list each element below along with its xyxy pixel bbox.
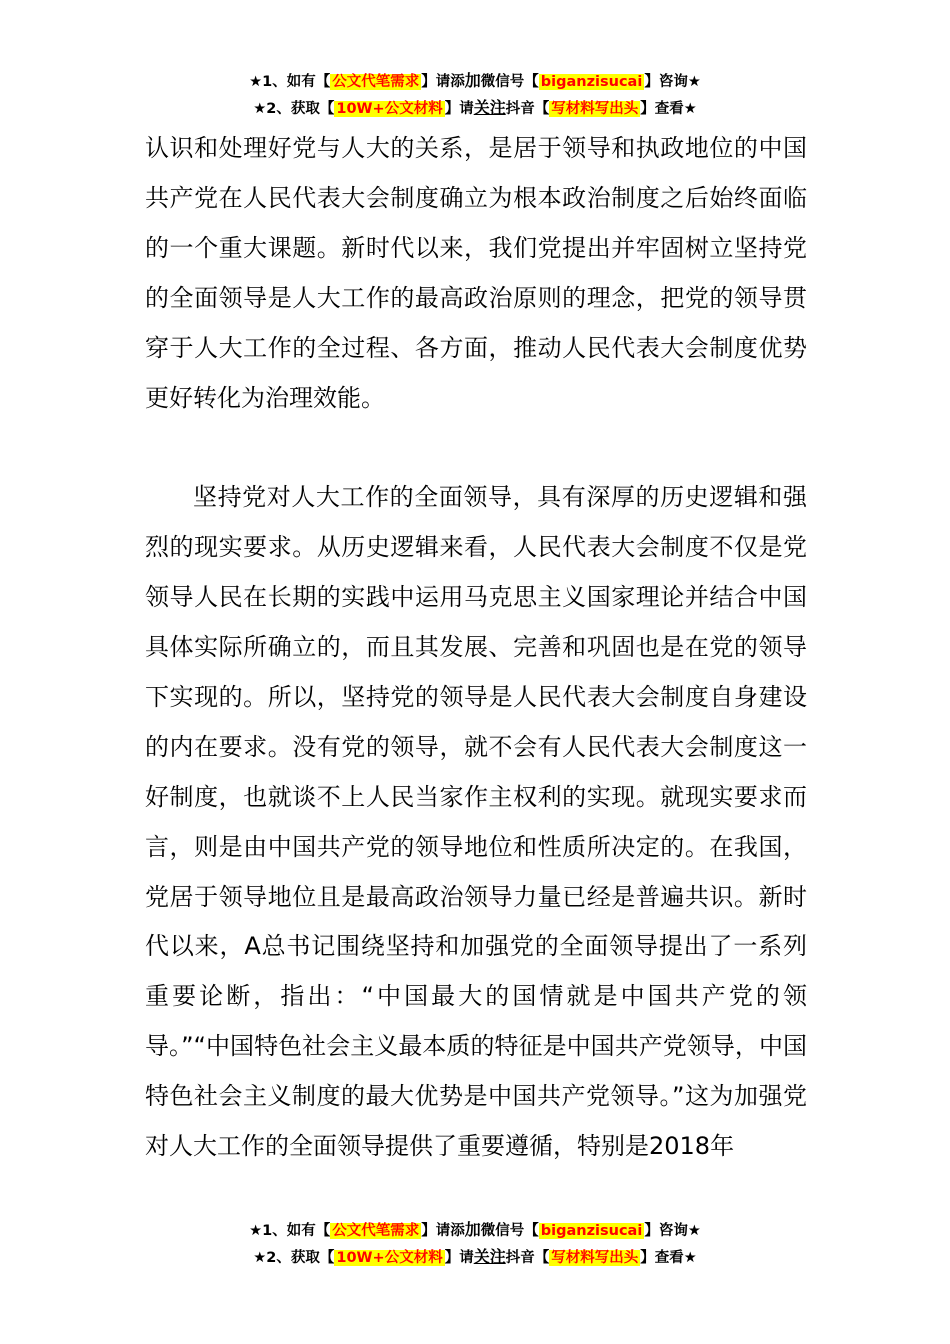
highlight-materials: 10W+公文材料 bbox=[336, 101, 443, 117]
highlight-wechat-id: biganzisucai bbox=[540, 74, 643, 90]
banner-line-1: ★1、如有【 公文代笔需求 】请添加微信号【 biganzisucai 】咨询★ bbox=[249, 1220, 701, 1239]
highlight-service: 公文代笔需求 bbox=[332, 74, 420, 90]
star-icon: ★ bbox=[683, 101, 697, 117]
highlight-douyin-account: 写材料写出头 bbox=[551, 101, 639, 117]
banner-line-1: ★1、如有【 公文代笔需求 】请添加微信号【 biganzisucai 】咨询★ bbox=[249, 71, 701, 90]
highlight-service: 公文代笔需求 bbox=[332, 1223, 420, 1239]
star-icon: ★ bbox=[687, 74, 701, 90]
header-banner bbox=[0, 68, 950, 122]
star-icon: ★ bbox=[249, 1223, 263, 1239]
highlight-wechat-id: biganzisucai bbox=[540, 1223, 643, 1239]
star-icon: ★ bbox=[687, 1223, 701, 1239]
footer-banner bbox=[0, 1217, 950, 1271]
highlight-douyin-account: 写材料写出头 bbox=[551, 1250, 639, 1266]
star-icon: ★ bbox=[683, 1250, 697, 1266]
highlight-materials: 10W+公文材料 bbox=[336, 1250, 443, 1266]
star-icon: ★ bbox=[253, 101, 267, 117]
paragraph-2: 坚持党对人大工作的全面领导，具有深厚的历史逻辑和强烈的现实要求。从历史逻辑来看，人民代表大会制度不仅是党领导人民在长期的实践中运用马克思主义国家理论并结合中国具体实际所确立的，而且其发展、完善和巩固也是在党的领导下实现的。所以，坚持党的领导是人民代表大会制度自身建设的内在要求。没有党的领导，就不会有人民代表大会制度这一好制度，也就谈不上人民当家作主权利的实现。就现实要求而言，则是由中国共产党的领导地位和性质所决定的。在我国，党居于领导地位且是最高政治领导力量已经是普遍共识。新时代以来，A总书记围绕坚持和加强党的全面领导提出了一系列重要论断，指出：“中国最大的国情就是中国共产党的领导。”“中国特色社会主义最本质的特征是中国共产党领导，中国特色社会主义制度的最大优势是中国共产党领导。”这为加强党对人大工作的全面领导提供了重要遵循，特别是2018年 bbox=[145, 483, 807, 1161]
star-icon: ★ bbox=[249, 74, 263, 90]
paragraph-1: 认识和处理好党与人大的关系，是居于领导和执政地位的中国共产党在人民代表大会制度确立为根本政治制度之后始终面临的一个重大课题。新时代以来，我们党提出并牢固树立坚持党的全面领导是人大工作的最高政治原则的理念，把党的领导贯穿于人大工作的全过程、各方面，推动人民代表大会制度优势更好转化为治理效能。 bbox=[145, 134, 807, 412]
document-body bbox=[145, 124, 807, 1172]
banner-line-2: ★2、获取【 10W+公文材料 】请关注抖音【 写材料写出头 】查看★ bbox=[253, 1247, 697, 1266]
banner-line-2: ★2、获取【 10W+公文材料 】请关注抖音【 写材料写出头 】查看★ bbox=[253, 98, 697, 117]
star-icon: ★ bbox=[253, 1250, 267, 1266]
